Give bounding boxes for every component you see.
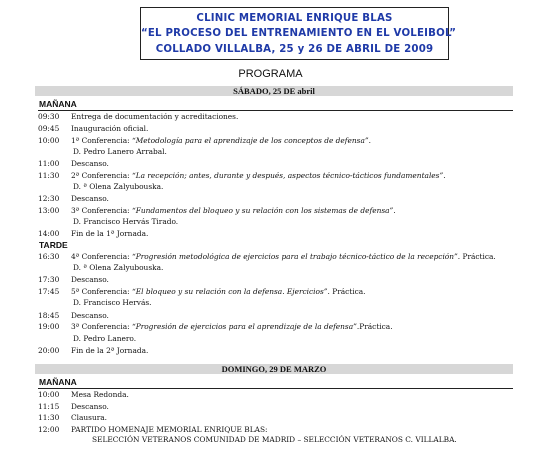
day1-tarde-label: TARDE: [39, 240, 68, 250]
conference-line: 5ª Conferencia: “El bloqueo y su relación con la defensa. Ejercicios”. Práctica.: [71, 287, 366, 296]
speaker: D. Pedro Lanero Arrabal.: [73, 147, 167, 156]
item-text: Descanso.: [71, 275, 109, 284]
time: 11:30: [38, 413, 60, 422]
time: 14:00: [38, 229, 60, 238]
time: 12:00: [38, 425, 60, 434]
conference-line: 2ª Conferencia: “La recepción; antes, durante y después, aspectos técnico-tácticos fundamentales”.: [71, 171, 446, 180]
time: 17:45: [38, 287, 60, 296]
time: 19:00: [38, 322, 60, 331]
day2-label: DOMINGO, 29 DE MARZO: [221, 364, 327, 374]
time: 11:30: [38, 171, 60, 180]
item-text: Fin de la 2ª Jornada.: [71, 346, 149, 355]
time: 11:00: [38, 159, 60, 168]
item-text: Descanso.: [71, 311, 109, 320]
time: 11:15: [38, 402, 60, 411]
header-box: [140, 7, 457, 60]
item-text: Entrega de documentación y acreditaciones.: [71, 112, 239, 121]
conference-line: 4ª Conferencia: “Progresión metodológica de ejercicios para el trabajo técnico-táctico de la recepción”. Práctica.: [71, 252, 496, 261]
time: 09:30: [38, 112, 60, 121]
time: 12:30: [38, 194, 60, 203]
item-text: Clausura.: [71, 413, 108, 422]
item-text: Descanso.: [71, 159, 109, 168]
item-text: Fin de la 1ª Jornada.: [71, 229, 149, 238]
time: 17:30: [38, 275, 60, 284]
header-location-date: COLLADO VILLALBA, 25 y 26 DE ABRIL DE 2009: [155, 44, 434, 55]
time: 10:00: [38, 390, 60, 399]
time: 09:45: [38, 124, 60, 133]
day2-manana-label: MAÑANA: [39, 377, 77, 387]
programa-title: PROGRAMA: [238, 68, 303, 80]
section-divider: [38, 110, 513, 111]
item-text: Descanso.: [71, 402, 109, 411]
speaker: D. Pedro Lanero.: [73, 334, 137, 343]
item-text: Inauguración oficial.: [71, 124, 149, 133]
section-divider: [38, 388, 513, 389]
time: 18:45: [38, 311, 60, 320]
item-text: PARTIDO HOMENAJE MEMORIAL ENRIQUE BLAS:: [71, 425, 268, 434]
day1-bar: [35, 86, 513, 96]
time: 13:00: [38, 206, 60, 215]
match-line: SELECCIÓN VETERANOS COMUNIDAD DE MADRID – SELECCIÓN VETERANOS C. VILLALBA.: [92, 435, 457, 444]
speaker: D. ª Olena Zalyubouska.: [73, 263, 164, 272]
day2-bar: [35, 364, 513, 374]
day1-label: SÁBADO, 25 DE abril: [233, 86, 315, 96]
conference-line: 3ª Conferencia: “Progresión de ejercicios para el aprendizaje de la defensa”.Práctica.: [71, 322, 393, 331]
speaker: D. ª Olena Zalyubouska.: [73, 182, 164, 191]
time: 10:00: [38, 136, 60, 145]
item-text: Mesa Redonda.: [71, 390, 129, 399]
speaker: D. Francisco Hervás.: [73, 298, 152, 307]
conference-line: 1ª Conferencia: “Metodología para el aprendizaje de los conceptos de defensa”.: [71, 136, 371, 145]
header-title: CLINIC MEMORIAL ENRIQUE BLAS: [196, 13, 393, 24]
time: 20:00: [38, 346, 60, 355]
header-subtitle: “EL PROCESO DEL ENTRENAMIENTO EN EL VOLEIBOL”: [141, 28, 457, 39]
day1-manana-label: MAÑANA: [39, 99, 77, 109]
speaker: D. Francisco Hervás Tirado.: [73, 217, 179, 226]
time: 16:30: [38, 252, 60, 261]
item-text: Descanso.: [71, 194, 109, 203]
conference-line: 3ª Conferencia: “Fundamentos del bloqueo y su relación con los sistemas de defensa”.: [71, 206, 396, 215]
